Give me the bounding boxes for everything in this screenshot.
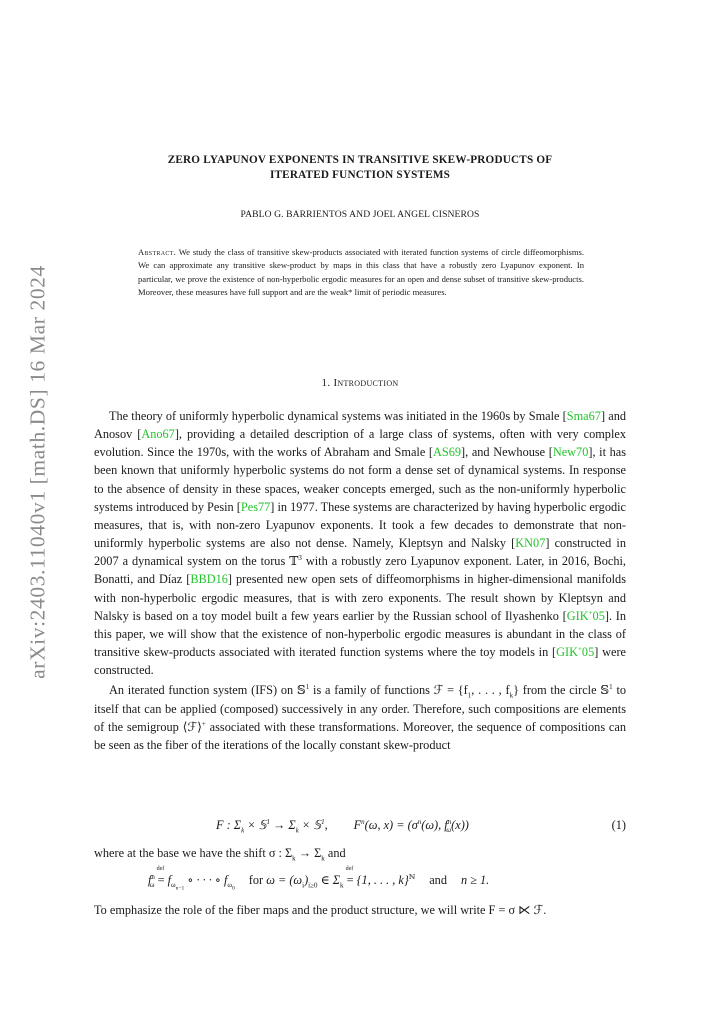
math-run: × 𝕊 xyxy=(244,818,267,832)
math-run: ∈ Σ xyxy=(317,873,341,887)
text-run: ]. In this paper, we will show that the existence of non-hyperbolic ergodic measures is abundant in the class of transitive skew-products associated with iterated function systems where the toy models in [ xyxy=(94,608,626,660)
citation-link[interactable]: AS69 xyxy=(433,445,462,460)
subscript: k xyxy=(241,826,245,835)
text-run: , . . . , f xyxy=(471,683,510,698)
subscript: ω xyxy=(149,881,155,890)
citation-key-sup: + xyxy=(588,608,593,617)
text-run: ] in 1977. These systems are characterized by having hyperbolic ergodic measures, that is, with non-zero Lyapunov exponents. It took a few decades to demonstrate that non-uniformly hyperbolic systems are also not dense. Namely, Kleptsyn and Nalsky [ xyxy=(94,499,626,551)
math-run: F xyxy=(353,818,362,832)
arxiv-identifier-text: arXiv:2403.11040v1 [math.DS] 16 Mar 2024 xyxy=(25,265,50,679)
equals-sign: = xyxy=(157,873,165,887)
superscript: 1 xyxy=(321,817,325,826)
abstract-text: We study the class of transitive skew-products associated with iterated function systems of circle diffeomorphisms. We can approximate any transitive skew-product by maps in this class that have a robustly zero Lyapunov exponent. In particular, we prove the existence of non-hyperbolic ergodic measures for an open and dense subset of transitive skew-products. Moreover, these measures have full support and are the weak* limit of periodic measures. xyxy=(138,247,584,298)
text-run: for xyxy=(248,873,264,887)
subscript: k xyxy=(295,826,299,835)
math-run: (ω, x) = (σ xyxy=(364,818,418,832)
citation-key: GIK xyxy=(566,608,589,623)
def-mark: def xyxy=(156,866,165,872)
text-run: and xyxy=(429,873,447,887)
def-mark: def xyxy=(345,866,354,872)
text-run: An iterated function system (IFS) on 𝕊 xyxy=(109,683,306,698)
subscript xyxy=(227,881,235,892)
citation-link[interactable]: BBD16 xyxy=(190,572,228,587)
equation-1 xyxy=(94,818,626,838)
subscript: ω xyxy=(446,826,452,835)
citation-link[interactable]: Sma67 xyxy=(566,409,601,423)
superscript: ℕ xyxy=(408,872,416,881)
text-run: and xyxy=(324,846,346,860)
defined-as-symbol xyxy=(345,866,354,888)
abstract-label: Abstract. xyxy=(138,247,177,257)
paper-title-line-1: ZERO LYAPUNOV EXPONENTS IN TRANSITIVE SKEW-PRODUCTS OF xyxy=(167,154,553,166)
defined-as-symbol xyxy=(156,866,165,888)
text-run: ], and Newhouse [ xyxy=(461,445,553,460)
equation-2 xyxy=(148,866,490,892)
math-run: × 𝕊 xyxy=(298,818,322,832)
text-run: ], it has been known that uniformly hyperbolic systems do not form a dense set of dynamical systems. In response to the absence of density in these spaces, weaker concepts emerged, such as the non-uniformly hyperbolic systems introduced by Pesin [ xyxy=(94,445,626,514)
citation-key-sup: + xyxy=(577,644,582,653)
math-run: , xyxy=(324,818,328,832)
intro-paragraph-1 xyxy=(94,407,626,679)
text-run: ] were constructed. xyxy=(94,645,626,678)
citation-link[interactable]: Pes77 xyxy=(240,499,271,514)
abstract xyxy=(138,246,584,300)
math-run: (x)) xyxy=(451,818,469,832)
math-run: f xyxy=(148,873,152,887)
math-run: f xyxy=(164,873,172,887)
subscript: i xyxy=(302,881,305,890)
section-heading xyxy=(94,377,626,389)
text-run: ] presented new open sets of diffeomorphisms in higher-dimensional manifolds with non-hyperbolic ergodic measures, that is with zero exponents. The result shown by Kleptsyn and Nalsky is based on a toy model built a few years earlier by the Russian school of Ilyashenko [ xyxy=(94,572,626,623)
text-run: with a robustly zero Lyapunov exponent. Later, in 2016, Bochi, Bonatti, and Díaz [ xyxy=(94,554,627,587)
citation-link[interactable]: Ano67 xyxy=(141,427,175,442)
citation-link[interactable] xyxy=(556,645,594,659)
math-run: ) xyxy=(304,873,309,887)
final-line: To emphasize the role of the fiber maps and the product structure, we will write F = σ ⋉ ℱ. xyxy=(94,903,547,917)
citation-key: GIK xyxy=(556,645,578,660)
where-line xyxy=(94,846,626,861)
equation-number: (1) xyxy=(611,818,626,832)
equation-1-body xyxy=(216,818,469,833)
superscript: + xyxy=(201,719,206,728)
sub-subscript: 0 xyxy=(232,885,235,892)
math-run: F : Σ xyxy=(216,818,242,832)
paper-title-line-2: ITERATED FUNCTION SYSTEMS xyxy=(269,169,451,181)
superscript: n xyxy=(361,817,365,826)
subscript xyxy=(171,881,185,892)
text-run: associated with these transformations. Moreover, the sequence of compositions can be seen as the fiber of the iterations of the locally constant skew-product xyxy=(94,719,627,752)
math-run: {1, . . . , k} xyxy=(356,873,409,887)
subscript: k xyxy=(340,881,344,890)
superscript: 1 xyxy=(266,817,270,826)
text-run: ] and Anosov [ xyxy=(94,409,626,442)
citation-key-year: 05 xyxy=(592,608,605,623)
text-run: → Σ xyxy=(295,846,322,860)
citation-link[interactable] xyxy=(567,609,605,623)
subscript: k xyxy=(509,691,514,700)
text-run: The theory of uniformly hyperbolic dynamical systems was initiated in the 1960s by Smale [ xyxy=(109,409,567,423)
body-text xyxy=(94,407,626,754)
sub-subscript: n−1 xyxy=(175,885,185,892)
subscript: k xyxy=(321,854,325,863)
superscript: n xyxy=(151,872,155,881)
math-run: → Σ xyxy=(269,818,296,832)
math-run: ∘ · · · ∘ f xyxy=(184,873,228,887)
subscript: k xyxy=(292,854,296,863)
math-run: n ≥ 1. xyxy=(460,873,490,887)
text-run: is a family of functions ℱ = {f xyxy=(309,683,468,698)
section-number: 1. xyxy=(321,377,331,389)
paper-authors: PABLO G. BARRIENTOS AND JOEL ANGEL CISNEROS xyxy=(240,209,480,220)
intro-paragraph-2 xyxy=(94,681,626,754)
superscript: 1 xyxy=(609,683,613,692)
math-run: (ω), f xyxy=(421,818,448,832)
subscript-base: ω xyxy=(227,881,233,890)
text-run: where at the base we have the shift σ : Σ xyxy=(94,846,293,860)
citation-key-year: 05 xyxy=(581,645,595,660)
citation-link[interactable]: New70 xyxy=(552,445,589,460)
equals-sign: = xyxy=(346,873,354,887)
math-run: ω = (ω xyxy=(266,873,303,887)
arxiv-identifier-stamp xyxy=(22,265,54,679)
text-run: ] constructed in 2007 a dynamical system on the torus 𝕋 xyxy=(94,536,626,569)
subscript: 1 xyxy=(467,691,472,700)
superscript: n xyxy=(417,817,422,826)
superscript: 3 xyxy=(298,554,302,563)
section-title: Introduction xyxy=(333,377,399,389)
text-run: to itself that can be applied (composed) successively in any order. Therefore, such compositions are elements of the semigroup ⟨ℱ⟩ xyxy=(94,683,627,734)
paper-title xyxy=(94,153,626,183)
superscript: n xyxy=(447,817,452,826)
citation-link[interactable]: KN07 xyxy=(515,536,546,551)
superscript: 1 xyxy=(305,683,310,692)
text-run: } from the circle 𝕊 xyxy=(513,683,610,698)
subscript-base: ω xyxy=(171,881,176,890)
subscript: i≥0 xyxy=(308,881,318,890)
text-run: ], providing a detailed description of a large class of systems, often with very complex evolution. Since the 1970s, with the works of Abraham and Smale [ xyxy=(94,427,626,460)
